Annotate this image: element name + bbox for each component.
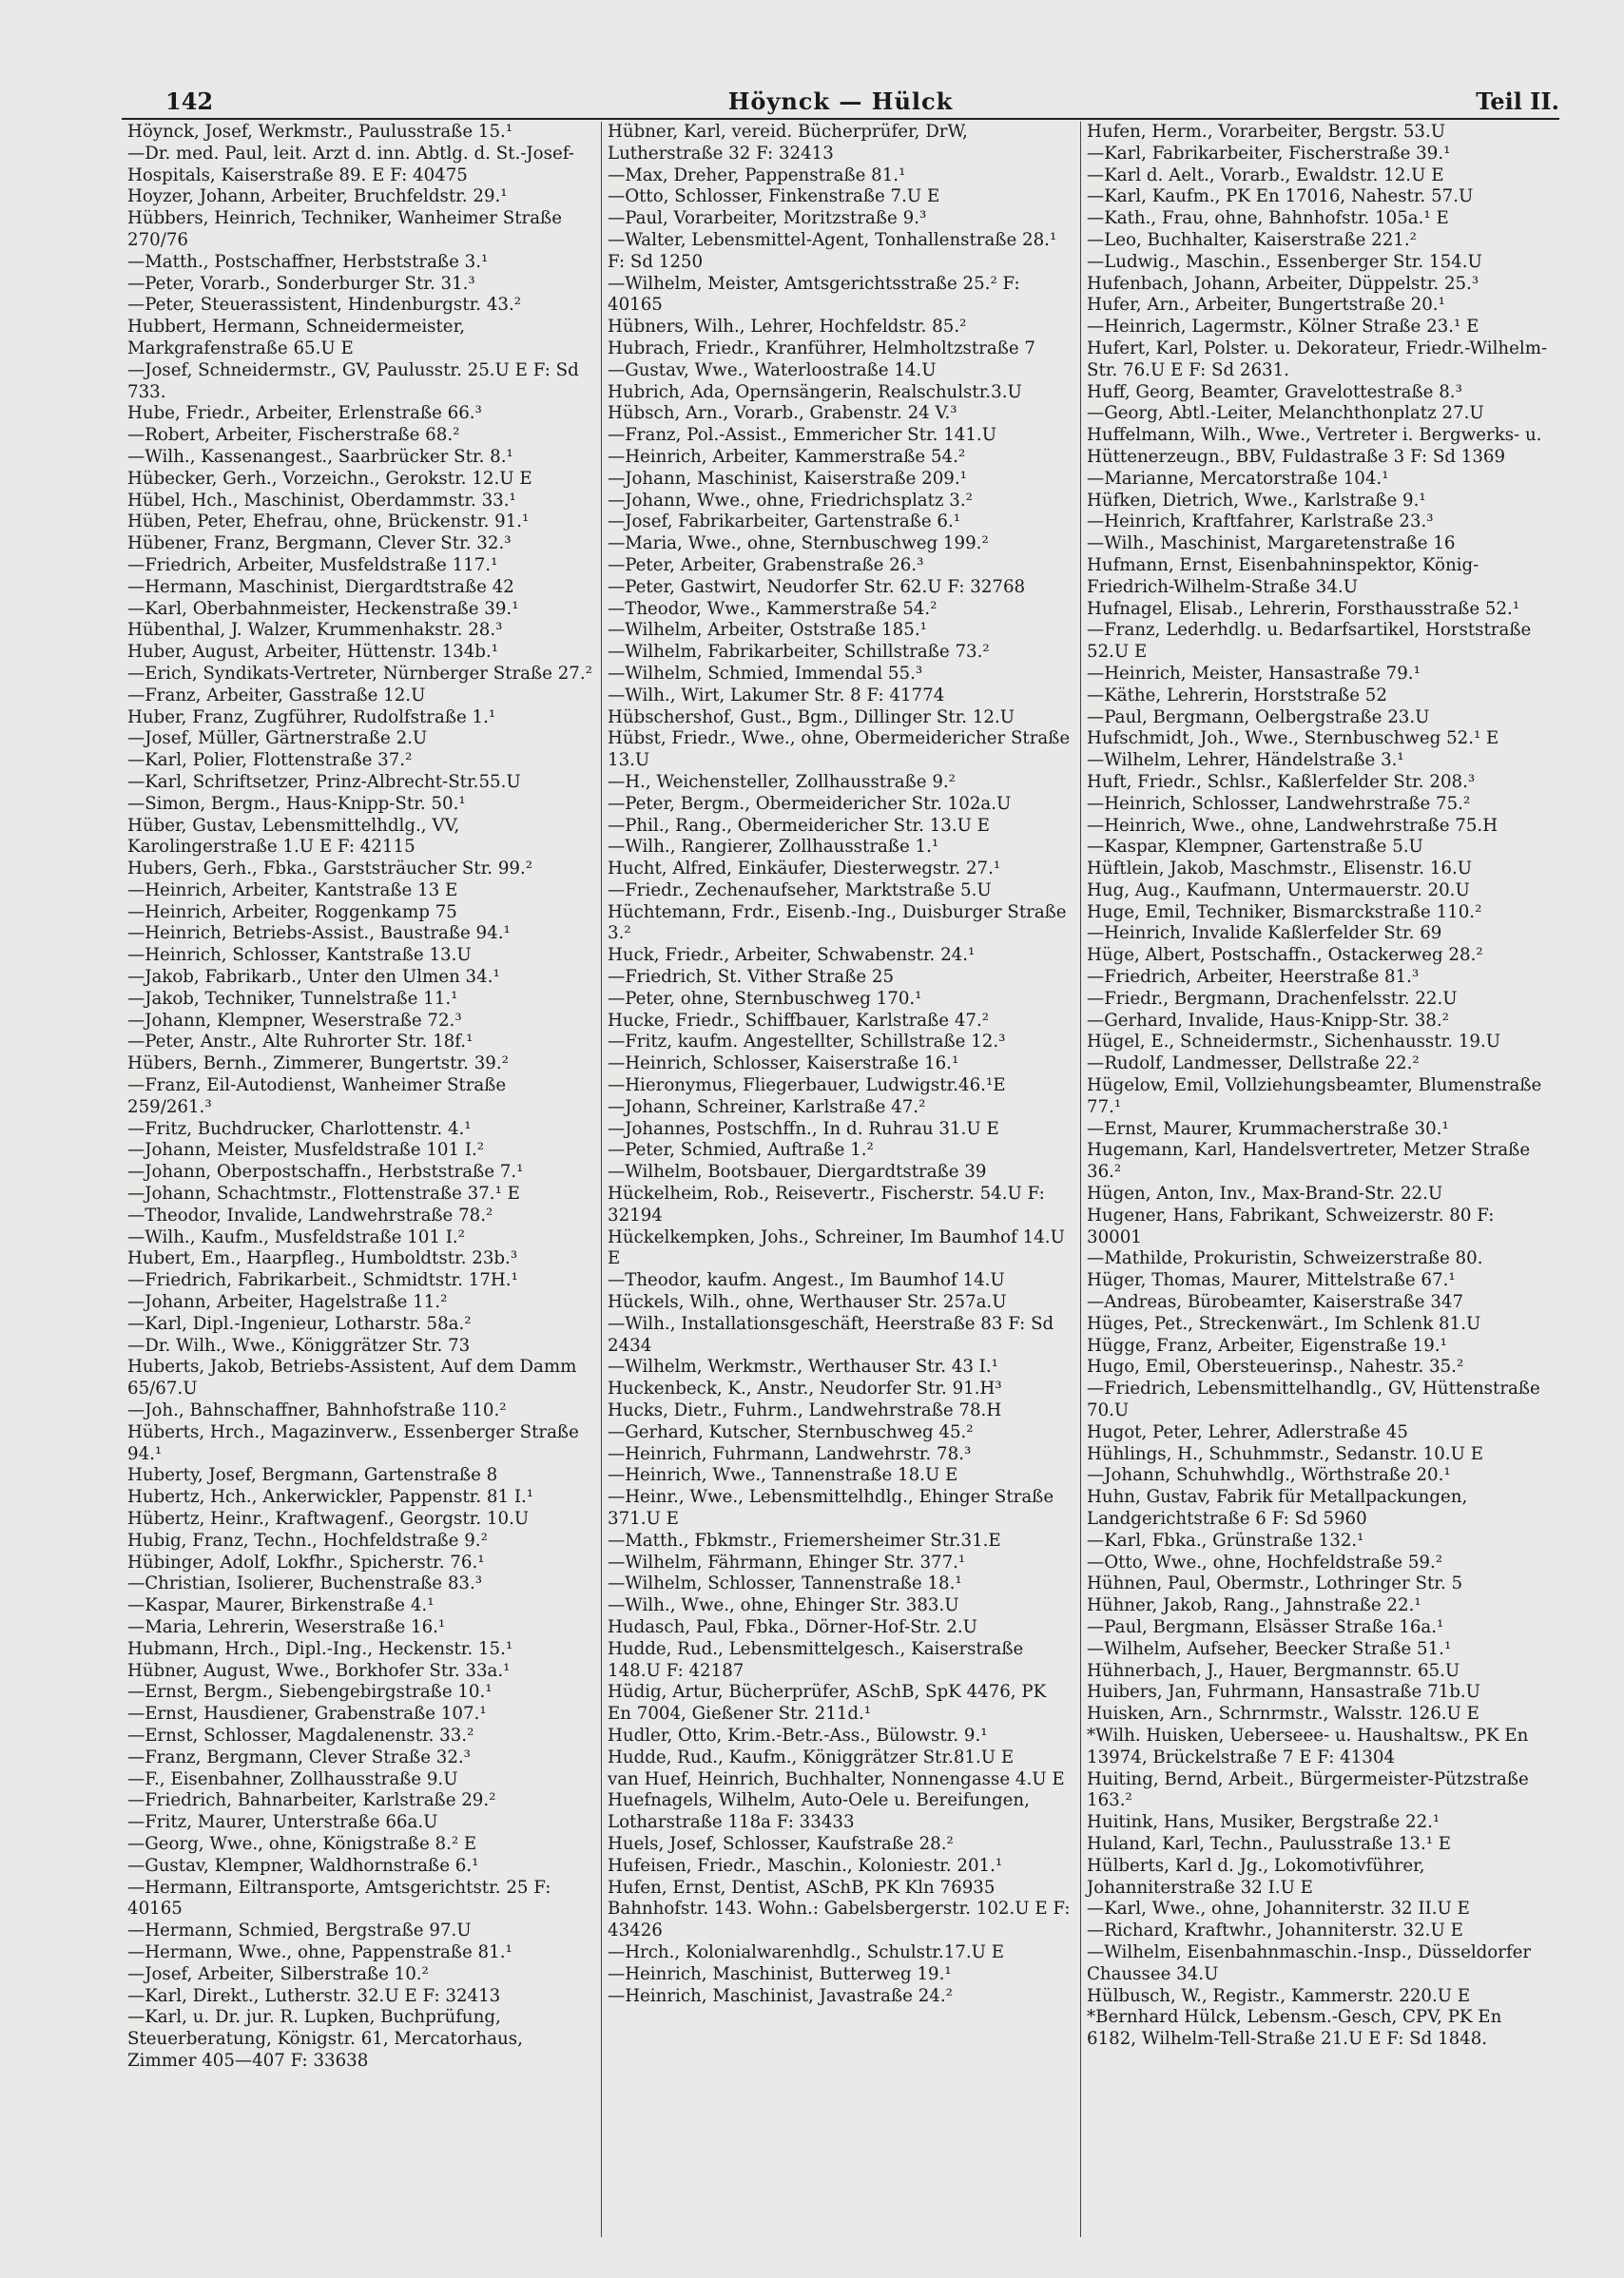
directory-entry: —Heinrich, Meister, Hansastraße 79.¹ (1087, 663, 1421, 684)
directory-entry: —Theodor, kaufm. Angest., Im Baumhof 14.U (608, 1270, 1005, 1291)
directory-entry: —Wilh., Wwe., ohne, Ehinger Str. 383.U (608, 1595, 959, 1616)
directory-entry: —Paul, Bergmann, Oelbergstraße 23.U (1087, 706, 1430, 727)
directory-entry: Hüge, Albert, Postschaffn., Ostackerweg 28.² (1087, 945, 1483, 966)
directory-entry: Huels, Josef, Schlosser, Kaufstraße 28.² (608, 1833, 954, 1854)
directory-entry: Huft, Friedr., Schlsr., Kaßlerfelder Str. 208.³ (1087, 771, 1476, 792)
directory-entry: Hubrach, Friedr., Kranführer, Helmholtzstraße 7 (608, 338, 1036, 358)
directory-entry: —Karl d. Aelt., Vorarb., Ewaldstr. 12.U E (1087, 164, 1444, 185)
directory-entry: Hüdig, Artur, Bücherprüfer, ASchB, SpK 4476, PK En 7004, Gießener Str. 211d.¹ (608, 1682, 1047, 1725)
directory-entry: Hudde, Rud., Kaufm., Königgrätzer Str.81.U E (608, 1747, 1015, 1767)
directory-entry: Hüges, Pet., Streckenwärt., Im Schlenk 81.U (1087, 1313, 1481, 1334)
directory-entry: Hübsch, Arn., Vorarb., Grabenstr. 24 V.³ (608, 403, 957, 424)
directory-entry: —Heinrich, Schlosser, Kantstraße 13.U (127, 945, 472, 966)
page-header (122, 84, 1559, 120)
directory-entry: Hübinger, Adolf, Lokfhr., Spicherstr. 76.¹ (127, 1552, 485, 1573)
directory-entry: —F., Eisenbahner, Zollhausstraße 9.U (127, 1768, 458, 1789)
directory-entry: —Maria, Wwe., ohne, Sternbuschweg 199.² (608, 533, 989, 554)
directory-entry: —Friedrich, St. Vither Straße 25 (608, 967, 895, 988)
directory-entry: *Bernhard Hülck, Lebensm.-Gesch, CPV, PK En 6182, Wilhelm-Tell-Straße 21.U E F: Sd 1848. (1087, 2007, 1502, 2050)
directory-entry: —Otto, Schlosser, Finkenstraße 7.U E (608, 186, 940, 207)
directory-entry: —Peter, Steuerassistent, Hindenburgstr. 43.² (127, 295, 522, 316)
directory-entry: —Johann, Schachtmstr., Flottenstraße 37.¹ E (127, 1184, 520, 1205)
directory-entry: Huff, Georg, Beamter, Gravelottestraße 8.³ (1087, 381, 1462, 402)
directory-entry: Hübel, Hch., Maschinist, Oberdammstr. 33.¹ (127, 490, 516, 511)
directory-entry: —Karl, Fabrikarbeiter, Fischerstraße 39.¹ (1087, 143, 1451, 164)
directory-entry: Huffelmann, Wilh., Wwe., Vertreter i. Bergwerks- u. Hüttenerzeugn., BBV, Fuldastraße 3 F: Sd 1369 (1087, 425, 1542, 467)
directory-entry: —Ludwig., Maschin., Essenberger Str. 154.U (1087, 251, 1482, 272)
directory-entry: Hug, Aug., Kaufmann, Untermauerstr. 20.U (1087, 879, 1470, 900)
directory-entry: —Max, Dreher, Pappenstraße 81.¹ (608, 164, 906, 185)
directory-entry: —Wilhelm, Bootsbauer, Diergardtstraße 39 (608, 1162, 987, 1183)
directory-entry: —Dr. Wilh., Wwe., Königgrätzer Str. 73 (127, 1335, 471, 1356)
directory-entry: —Wilhelm, Werkmstr., Werthauser Str. 43 I.¹ (608, 1357, 998, 1378)
directory-entry: —Karl, u. Dr. jur. R. Lupken, Buchprüfung, Steuerberatung, Königstr. 61, Mercatorhaus, Zimmer 405—407 F: 33638 (127, 2007, 523, 2071)
directory-entry: Hubers, Gerh., Fbka., Garststräucher Str. 99.² (127, 859, 533, 879)
directory-entry: Hufenbach, Johann, Arbeiter, Düppelstr. 25.³ (1087, 273, 1479, 294)
directory-entry: —Hermann, Wwe., ohne, Pappenstraße 81.¹ (127, 1941, 512, 1962)
directory-entry: Huber, Franz, Zugführer, Rudolfstraße 1.¹ (127, 706, 496, 727)
directory-entry: Huiting, Bernd, Arbeit., Bürgermeister-Pützstraße 163.² (1087, 1768, 1529, 1811)
directory-entry: Hufert, Karl, Polster. u. Dekorateur, Friedr.-Wilhelm-Str. 76.U E F: Sd 2631. (1087, 338, 1548, 380)
directory-entry: —Simon, Bergm., Haus-Knipp-Str. 50.¹ (127, 793, 466, 814)
directory-entry: Hucht, Alfred, Einkäufer, Diesterwegstr. 27.¹ (608, 859, 1001, 879)
directory-entry: —Karl, Kaufm., PK En 17016, Nahestr. 57.U (1087, 186, 1474, 207)
directory-column-2 (601, 122, 1080, 2237)
directory-entry: —Johann, Wwe., ohne, Friedrichsplatz 3.² (608, 490, 973, 511)
directory-entry: —Wilhelm, Meister, Amtsgerichtsstraße 25.² F: 40165 (608, 273, 1020, 316)
directory-entry: —Johann, Maschinist, Kaiserstraße 209.¹ (608, 468, 967, 489)
directory-entry: —Gerhard, Kutscher, Sternbuschweg 45.² (608, 1421, 974, 1442)
directory-entry: —Heinrich, Kraftfahrer, Karlstraße 23.³ (1087, 512, 1434, 532)
directory-entry: Hübner, August, Wwe., Borkhofer Str. 33a.¹ (127, 1660, 511, 1681)
directory-entry: —Franz, Pol.-Assist., Emmericher Str. 141.U (608, 425, 997, 446)
directory-entry: —Josef, Schneidermstr., GV, Paulusstr. 25.U E F: Sd 733. (127, 359, 579, 402)
directory-entry: Huhn, Gustav, Fabrik für Metallpackungen, Landgerichtstraße 6 F: Sd 5960 (1087, 1487, 1468, 1529)
directory-entry: —Matth., Fbkmstr., Friemersheimer Str.31.E (608, 1530, 1001, 1551)
directory-entry: —Friedr., Bergmann, Drachenfelsstr. 22.U (1087, 988, 1458, 1009)
directory-entry: Hugemann, Karl, Handelsvertreter, Metzer Straße 36.² (1087, 1140, 1531, 1183)
directory-entry: —Kaspar, Klempner, Gartenstraße 5.U (1087, 837, 1423, 858)
directory-entry: —Ernst, Bergm., Siebengebirgstraße 10.¹ (127, 1682, 493, 1703)
directory-entry: —Wilh., Installationsgeschäft, Heerstraße 83 F: Sd 2434 (608, 1313, 1054, 1356)
directory-entry: Hufen, Ernst, Dentist, ASchB, PK Kln 76935 Bahnhofstr. 143. Wohn.: Gabelsbergerstr. 102.U E F: 43426 (608, 1877, 1071, 1941)
directory-entry: Hübenthal, J. Walzer, Krummenhakstr. 28.³ (127, 620, 503, 641)
page-range-title: Höynck — Hülck (727, 87, 954, 115)
directory-entry: —Franz, Arbeiter, Gasstraße 12.U (127, 685, 426, 705)
directory-entry: —Heinr., Wwe., Lebensmittelhdlg., Ehinger Straße 371.U E (608, 1487, 1054, 1529)
directory-entry: —Karl, Dipl.-Ingenieur, Lotharstr. 58a.² (127, 1313, 472, 1334)
directory-entry: —Wilhelm, Fabrikarbeiter, Schillstraße 73.² (608, 642, 990, 663)
directory-entry: Huber, August, Arbeiter, Hüttenstr. 134b.¹ (127, 642, 499, 663)
directory-entry: —Heinrich, Maschinist, Butterweg 19.¹ (608, 1963, 952, 1984)
directory-entry: —Franz, Bergmann, Clever Straße 32.³ (127, 1747, 471, 1767)
directory-entry: —Heinrich, Arbeiter, Kammerstraße 54.² (608, 446, 966, 467)
directory-entry: Hückelkempken, Johs., Schreiner, Im Baumhof 14.U E (608, 1226, 1065, 1269)
directory-entry: —Johann, Klempner, Weserstraße 72.³ (127, 1010, 462, 1031)
directory-entry: —Wilhelm, Arbeiter, Oststraße 185.¹ (608, 620, 927, 641)
directory-entry: Huberts, Jakob, Betriebs-Assistent, Auf dem Damm 65/67.U (127, 1357, 577, 1400)
directory-entry: —Ernst, Schlosser, Magdalenenstr. 33.² (127, 1725, 474, 1746)
directory-entry: Hügge, Franz, Arbeiter, Eigenstraße 19.¹ (1087, 1335, 1447, 1356)
directory-entry: —Käthe, Lehrerin, Horststraße 52 (1087, 685, 1387, 705)
directory-entry: —Friedrich, Arbeiter, Musfeldstraße 117.¹ (127, 554, 498, 575)
directory-entry: —Jakob, Techniker, Tunnelstraße 11.¹ (127, 988, 458, 1009)
directory-entry: —Hermann, Maschinist, Diergardtstraße 42 (127, 576, 514, 597)
directory-entry: —Mathilde, Prokuristin, Schweizerstraße 80. (1087, 1248, 1483, 1269)
directory-entry: —Christian, Isolierer, Buchenstraße 83.³ (127, 1573, 483, 1594)
directory-entry: —Maria, Lehrerin, Weserstraße 16.¹ (127, 1616, 446, 1637)
directory-entry: —Heinrich, Wwe., ohne, Landwehrstraße 75.H (1087, 815, 1498, 836)
directory-entry: Hübst, Friedr., Wwe., ohne, Obermeidericher Straße 13.U (608, 728, 1071, 771)
directory-entry: —Heinrich, Betriebs-Assist., Baustraße 94.¹ (127, 923, 511, 944)
directory-entry: Hüchtemann, Frdr., Eisenb.-Ing., Duisburger Straße 3.² (608, 901, 1067, 944)
directory-entry: —Ernst, Hausdiener, Grabenstraße 107.¹ (127, 1704, 487, 1725)
directory-entry: —Joh., Bahnschaffner, Bahnhofstraße 110.² (127, 1400, 507, 1421)
directory-entry: —Peter, Anstr., Alte Ruhrorter Str. 18f.¹ (127, 1032, 474, 1052)
directory-entry: —Erich, Syndikats-Vertreter, Nürnberger Straße 27.² (127, 663, 592, 684)
directory-entry: —Wilhelm, Eisenbahnmaschin.-Insp., Düsseldorfer Chaussee 34.U (1087, 1941, 1532, 1984)
directory-entry: —Karl, Direkt., Lutherstr. 32.U E F: 32413 (127, 1985, 501, 2006)
directory-entry: Hudde, Rud., Lebensmittelgesch., Kaiserstraße 148.U F: 42187 (608, 1638, 1024, 1681)
directory-entry: —Fritz, Buchdrucker, Charlottenstr. 4.¹ (127, 1118, 472, 1139)
directory-entry: Hoyzer, Johann, Arbeiter, Bruchfeldstr. 29.¹ (127, 186, 508, 207)
directory-entry: —Johann, Oberpostschaffn., Herbststraße 7.¹ (127, 1162, 524, 1183)
directory-entry: —Wilh., Kassenangest., Saarbrücker Str. 8.¹ (127, 446, 513, 467)
directory-entry: Huland, Karl, Techn., Paulusstraße 13.¹ E (1087, 1833, 1452, 1854)
directory-entry: —Wilh., Wirt, Lakumer Str. 8 F: 41774 (608, 685, 945, 705)
directory-entry: —Gustav, Wwe., Waterloostraße 14.U (608, 359, 937, 380)
directory-entry: Hügen, Anton, Inv., Max-Brand-Str. 22.U (1087, 1184, 1443, 1205)
directory-entry: Hügel, E., Schneidermstr., Sichenhausstr. 19.U (1087, 1032, 1501, 1052)
page-part-label: Teil II. (1476, 87, 1559, 115)
directory-entry: Hüber, Gustav, Lebensmittelhdlg., VV, Karolingerstraße 1.U E F: 42115 (127, 815, 460, 858)
directory-entry: —Peter, Gastwirt, Neudorfer Str. 62.U F: 32768 (608, 576, 1026, 597)
directory-entry: —Matth., Postschaffner, Herbststraße 3.¹ (127, 251, 489, 272)
directory-entry: —Wilh., Kaufm., Musfeldstraße 101 I.² (127, 1226, 465, 1247)
directory-entry: —Peter, Bergm., Obermeidericher Str. 102a.U (608, 793, 1012, 814)
directory-entry: —Heinrich, Schlosser, Landwehrstraße 75.² (1087, 793, 1471, 814)
directory-entry: Hubbert, Hermann, Schneidermeister, Markgrafenstraße 65.U E (127, 317, 466, 358)
directory-entry: —Josef, Fabrikarbeiter, Gartenstraße 6.¹ (608, 512, 961, 532)
directory-entry: —Walter, Lebensmittel-Agent, Tonhallenstraße 28.¹ F: Sd 1250 (608, 229, 1057, 272)
directory-entry: Hucks, Dietr., Fuhrm., Landwehrstraße 78.H (608, 1400, 1002, 1421)
directory-entry: —Georg, Wwe., ohne, Königstraße 8.² E (127, 1833, 477, 1854)
directory-entry: van Huef, Heinrich, Buchhalter, Nonnengasse 4.U E (608, 1768, 1065, 1789)
directory-entry: —Josef, Müller, Gärtnerstraße 2.U (127, 728, 428, 749)
directory-entry: Hufer, Arn., Arbeiter, Bungertstraße 20.¹ (1087, 295, 1445, 316)
directory-entry: Hufeisen, Friedr., Maschin., Koloniestr. 201.¹ (608, 1855, 1003, 1876)
directory-entry: —Kaspar, Maurer, Birkenstraße 4.¹ (127, 1595, 435, 1616)
directory-entry: Huge, Emil, Techniker, Bismarckstraße 110.² (1087, 901, 1482, 922)
directory-entry: —Hermann, Schmied, Bergstraße 97.U (127, 1921, 472, 1941)
directory-entry: Hüberts, Hrch., Magazinverw., Essenberger Straße 94.¹ (127, 1421, 579, 1464)
directory-entry: —Friedrich, Lebensmittelhandlg., GV, Hüttenstraße 70.U (1087, 1379, 1540, 1421)
directory-entry: Hufschmidt, Joh., Wwe., Sternbuschweg 52.¹ E (1087, 728, 1499, 749)
directory-entry: Hübers, Bernh., Zimmerer, Bungertstr. 39.² (127, 1053, 509, 1074)
directory-entry: —Wilhelm, Lehrer, Händelstraße 3.¹ (1087, 750, 1404, 771)
directory-entry: Hückels, Wilh., ohne, Werthauser Str. 257a.U (608, 1292, 1007, 1313)
directory-entry: —Friedr., Zechenaufseher, Marktstraße 5.U (608, 879, 992, 900)
directory-entry: —Wilhelm, Fährmann, Ehinger Str. 377.¹ (608, 1552, 966, 1573)
directory-entry: Hufnagel, Elisab., Lehrerin, Forsthausstraße 52.¹ (1087, 598, 1520, 619)
directory-entry: —Friedrich, Arbeiter, Heerstraße 81.³ (1087, 967, 1420, 988)
directory-entry: Hübners, Wilh., Lehrer, Hochfeldstr. 85.² (608, 317, 967, 338)
directory-entry: —Johann, Schuhwhdlg., Wörthstraße 20.¹ (1087, 1465, 1451, 1486)
directory-entry: —Franz, Lederhdlg. u. Bedarfsartikel, Horststraße 52.U E (1087, 620, 1532, 663)
directory-entry: —Paul, Vorarbeiter, Moritzstraße 9.³ (608, 208, 927, 229)
directory-entry: —Robert, Arbeiter, Fischerstraße 68.² (127, 425, 460, 446)
directory-entry: *Wilh. Huisken, Ueberseee- u. Haushaltsw., PK En 13974, Brückelstraße 7 E F: 41304 (1087, 1725, 1529, 1767)
directory-entry: —Kath., Frau, ohne, Bahnhofstr. 105a.¹ E (1087, 208, 1449, 229)
directory-entry: Huisken, Arn., Schrnrmstr., Walsstr. 126.U E (1087, 1704, 1479, 1725)
directory-entry: Hugener, Hans, Fabrikant, Schweizerstr. 80 F: 30001 (1087, 1205, 1495, 1247)
directory-entry: —Wilh., Maschinist, Margaretenstraße 16 (1087, 533, 1456, 554)
directory-entry: —Karl, Fbka., Grünstraße 132.¹ (1087, 1530, 1364, 1551)
directory-entry: —Gerhard, Invalide, Haus-Knipp-Str. 38.² (1087, 1010, 1449, 1031)
directory-entry: —Johann, Schreiner, Karlstraße 47.² (608, 1096, 926, 1117)
directory-entry: Huefnagels, Wilhelm, Auto-Oele u. Bereifungen, Lotharstraße 118a F: 33433 (608, 1790, 1030, 1833)
directory-entry: Hübner, Karl, vereid. Bücherprüfer, DrW, Lutherstraße 32 F: 32413 (608, 122, 968, 164)
directory-entry: —Karl, Oberbahnmeister, Heckenstraße 39.¹ (127, 598, 519, 619)
directory-entry: Hubig, Franz, Techn., Hochfeldstraße 9.² (127, 1530, 488, 1551)
directory-entry: Höynck, Josef, Werkmstr., Paulusstraße 15.¹ (127, 122, 513, 142)
directory-entry: Hucke, Friedr., Schiffbauer, Karlstraße 47.² (608, 1010, 990, 1031)
directory-entry: —Johannes, Postschffn., In d. Ruhrau 31.U E (608, 1118, 999, 1139)
directory-entry: Hülberts, Karl d. Jg., Lokomotivführer, Johanniterstraße 32 I.U E (1087, 1855, 1425, 1898)
directory-entry: Hühner, Jakob, Rang., Jahnstraße 22.¹ (1087, 1595, 1421, 1616)
directory-entry: —Fritz, kaufm. Angestellter, Schillstraße 12.³ (608, 1032, 1006, 1052)
directory-entry: —Heinrich, Fuhrmann, Landwehrstr. 78.³ (608, 1443, 972, 1464)
directory-entry: Hube, Friedr., Arbeiter, Erlenstraße 66.³ (127, 403, 482, 424)
directory-entry: —Gustav, Klempner, Waldhornstraße 6.¹ (127, 1855, 479, 1876)
directory-entry: Hubert, Em., Haarpfleg., Humboldtstr. 23b.³ (127, 1248, 518, 1269)
directory-entry: —Dr. med. Paul, leit. Arzt d. inn. Abtlg. d. St.-Josef-Hospitals, Kaiserstraße 89. E F: 40475 (127, 143, 574, 185)
directory-entry: Hüger, Thomas, Maurer, Mittelstraße 67.¹ (1087, 1270, 1456, 1291)
directory-entry: Hühnen, Paul, Obermstr., Lothringer Str. 5 (1087, 1573, 1463, 1594)
directory-entry: —Richard, Kraftwhr., Johanniterstr. 32.U E (1087, 1921, 1463, 1941)
directory-entry: —Karl, Wwe., ohne, Johanniterstr. 32 II.U E (1087, 1899, 1470, 1920)
directory-entry: Hüftlein, Jakob, Maschmstr., Elisenstr. 16.U (1087, 859, 1473, 879)
directory-entry: —Phil., Rang., Obermeidericher Str. 13.U E (608, 815, 990, 836)
directory-entry: —Otto, Wwe., ohne, Hochfeldstraße 59.² (1087, 1552, 1443, 1573)
directory-entry: Hübener, Franz, Bergmann, Clever Str. 32.³ (127, 533, 512, 554)
directory-entry: —Heinrich, Arbeiter, Roggenkamp 75 (127, 901, 457, 922)
directory-entry: —Hieronymus, Fliegerbauer, Ludwigstr.46.¹E (608, 1075, 1006, 1096)
directory-entry: —Friedrich, Fabrikarbeit., Schmidtstr. 17H.¹ (127, 1270, 518, 1291)
directory-entry: —Heinrich, Invalide Kaßlerfelder Str. 69 (1087, 923, 1442, 944)
directory-entry: Huckenbeck, K., Anstr., Neudorfer Str. 91.H³ (608, 1379, 1002, 1400)
directory-entry: —Theodor, Wwe., Kammerstraße 54.² (608, 598, 938, 619)
directory-entry: Huibers, Jan, Fuhrmann, Hansastraße 71b.U (1087, 1682, 1480, 1703)
directory-entry: —Wilh., Rangierer, Zollhausstraße 1.¹ (608, 837, 939, 858)
directory-entry: —Andreas, Bürobeamter, Kaiserstraße 347 (1087, 1292, 1464, 1313)
directory-entry: —Hermann, Eiltransporte, Amtsgerichtstr. 25 F: 40165 (127, 1877, 551, 1920)
directory-entry: Hudler, Otto, Krim.-Betr.-Ass., Bülowstr. 9.¹ (608, 1725, 988, 1746)
directory-entry: —Paul, Bergmann, Elsässer Straße 16a.¹ (1087, 1616, 1444, 1637)
directory-column-3 (1080, 122, 1559, 2237)
directory-entry: —Rudolf, Landmesser, Dellstraße 22.² (1087, 1053, 1420, 1074)
directory-entry: Hugo, Emil, Obersteuerinsp., Nahestr. 35.² (1087, 1357, 1464, 1378)
directory-entry: Huberty, Josef, Bergmann, Gartenstraße 8 (127, 1465, 498, 1486)
directory-entry: Hubrich, Ada, Opernsängerin, Realschulstr.3.U (608, 381, 1022, 402)
directory-entry: —Marianne, Mercatorstraße 104.¹ (1087, 468, 1389, 489)
directory-entry: —Hrch., Kolonialwarenhdlg., Schulstr.17.U E (608, 1941, 1005, 1962)
directory-entry: Hübschershof, Gust., Bgm., Dillinger Str. 12.U (608, 706, 1015, 727)
directory-entry: —Georg, Abtl.-Leiter, Melanchthonplatz 27.U (1087, 403, 1484, 424)
directory-columns (122, 122, 1559, 2237)
directory-entry: Hubmann, Hrch., Dipl.-Ing., Heckenstr. 15.¹ (127, 1638, 513, 1659)
directory-entry: Hufen, Herm., Vorarbeiter, Bergstr. 53.U (1087, 122, 1446, 142)
directory-entry: Hubertz, Hch., Ankerwickler, Pappenstr. 81 I.¹ (127, 1487, 534, 1508)
directory-entry: —Peter, Schmied, Auftraße 1.² (608, 1140, 874, 1161)
directory-entry: —Fritz, Maurer, Unterstraße 66a.U (127, 1812, 438, 1833)
directory-entry: —Heinrich, Maschinist, Javastraße 24.² (608, 1985, 953, 2006)
directory-entry: —Heinrich, Schlosser, Kaiserstraße 16.¹ (608, 1053, 959, 1074)
directory-entry: —Friedrich, Bahnarbeiter, Karlstraße 29.² (127, 1790, 496, 1811)
directory-entry: —Karl, Schriftsetzer, Prinz-Albrecht-Str.55.U (127, 771, 521, 792)
directory-entry: —Leo, Buchhalter, Kaiserstraße 221.² (1087, 229, 1417, 250)
directory-entry: Hüben, Peter, Ehefrau, ohne, Brückenstr. 91.¹ (127, 512, 530, 532)
directory-entry: Hugot, Peter, Lehrer, Adlerstraße 45 (1087, 1421, 1408, 1442)
directory-entry: Hübbers, Heinrich, Techniker, Wanheimer Straße 270/76 (127, 208, 562, 250)
directory-entry: Hülbusch, W., Registr., Kammerstr. 220.U E (1087, 1985, 1471, 2006)
directory-entry: —Josef, Arbeiter, Silberstraße 10.² (127, 1963, 429, 1984)
directory-entry: —Karl, Polier, Flottenstraße 37.² (127, 750, 413, 771)
directory-entry: —Heinrich, Arbeiter, Kantstraße 13 E (127, 879, 458, 900)
directory-entry: Hückelheim, Rob., Reisevertr., Fischerstr. 54.U F: 32194 (608, 1184, 1045, 1226)
directory-entry: —Ernst, Maurer, Krummacherstraße 30.¹ (1087, 1118, 1449, 1139)
directory-entry: —Jakob, Fabrikarb., Unter den Ulmen 34.¹ (127, 967, 500, 988)
directory-column-1 (122, 122, 601, 2237)
directory-entry: Huck, Friedr., Arbeiter, Schwabenstr. 24.¹ (608, 945, 976, 966)
page-number: 142 (165, 87, 214, 115)
directory-entry: Hüfken, Dietrich, Wwe., Karlstraße 9.¹ (1087, 490, 1426, 511)
directory-entry: —Wilhelm, Aufseher, Beecker Straße 51.¹ (1087, 1638, 1452, 1659)
directory-entry: —Heinrich, Wwe., Tannenstraße 18.U E (608, 1465, 958, 1486)
directory-entry: —Wilhelm, Schlosser, Tannenstraße 18.¹ (608, 1573, 962, 1594)
directory-entry: Hühlings, H., Schuhmmstr., Sedanstr. 10.U E (1087, 1443, 1483, 1464)
directory-entry: —Heinrich, Lagermstr., Kölner Straße 23.¹ E (1087, 317, 1479, 338)
directory-entry: —Johann, Arbeiter, Hagelstraße 11.² (127, 1292, 448, 1313)
directory-entry: Hudasch, Paul, Fbka., Dörner-Hof-Str. 2.U (608, 1616, 977, 1637)
directory-entry: Huitink, Hans, Musiker, Bergstraße 22.¹ (1087, 1812, 1440, 1833)
directory-entry: —Peter, ohne, Sternbuschweg 170.¹ (608, 988, 922, 1009)
directory-entry: —Johann, Meister, Musfeldstraße 101 I.² (127, 1140, 485, 1161)
directory-entry: Hufmann, Ernst, Eisenbahninspektor, König-Friedrich-Wilhelm-Straße 34.U (1087, 554, 1479, 597)
directory-entry: Hübertz, Heinr., Kraftwagenf., Georgstr. 10.U (127, 1509, 530, 1529)
directory-entry: —Peter, Arbeiter, Grabenstraße 26.³ (608, 554, 924, 575)
directory-entry: —Theodor, Invalide, Landwehrstraße 78.² (127, 1205, 493, 1226)
directory-entry: —Peter, Vorarb., Sonderburger Str. 31.³ (127, 273, 475, 294)
directory-entry: Hügelow, Emil, Vollziehungsbeamter, Blumenstraße 77.¹ (1087, 1075, 1542, 1117)
directory-entry: —Wilhelm, Schmied, Immendal 55.³ (608, 663, 923, 684)
directory-entry: —H., Weichensteller, Zollhausstraße 9.² (608, 771, 956, 792)
directory-entry: —Franz, Eil-Autodienst, Wanheimer Straße 259/261.³ (127, 1075, 507, 1117)
directory-entry: Hühnerbach, J., Hauer, Bergmannstr. 65.U (1087, 1660, 1460, 1681)
directory-entry: Hübecker, Gerh., Vorzeichn., Gerokstr. 12.U E (127, 468, 532, 489)
